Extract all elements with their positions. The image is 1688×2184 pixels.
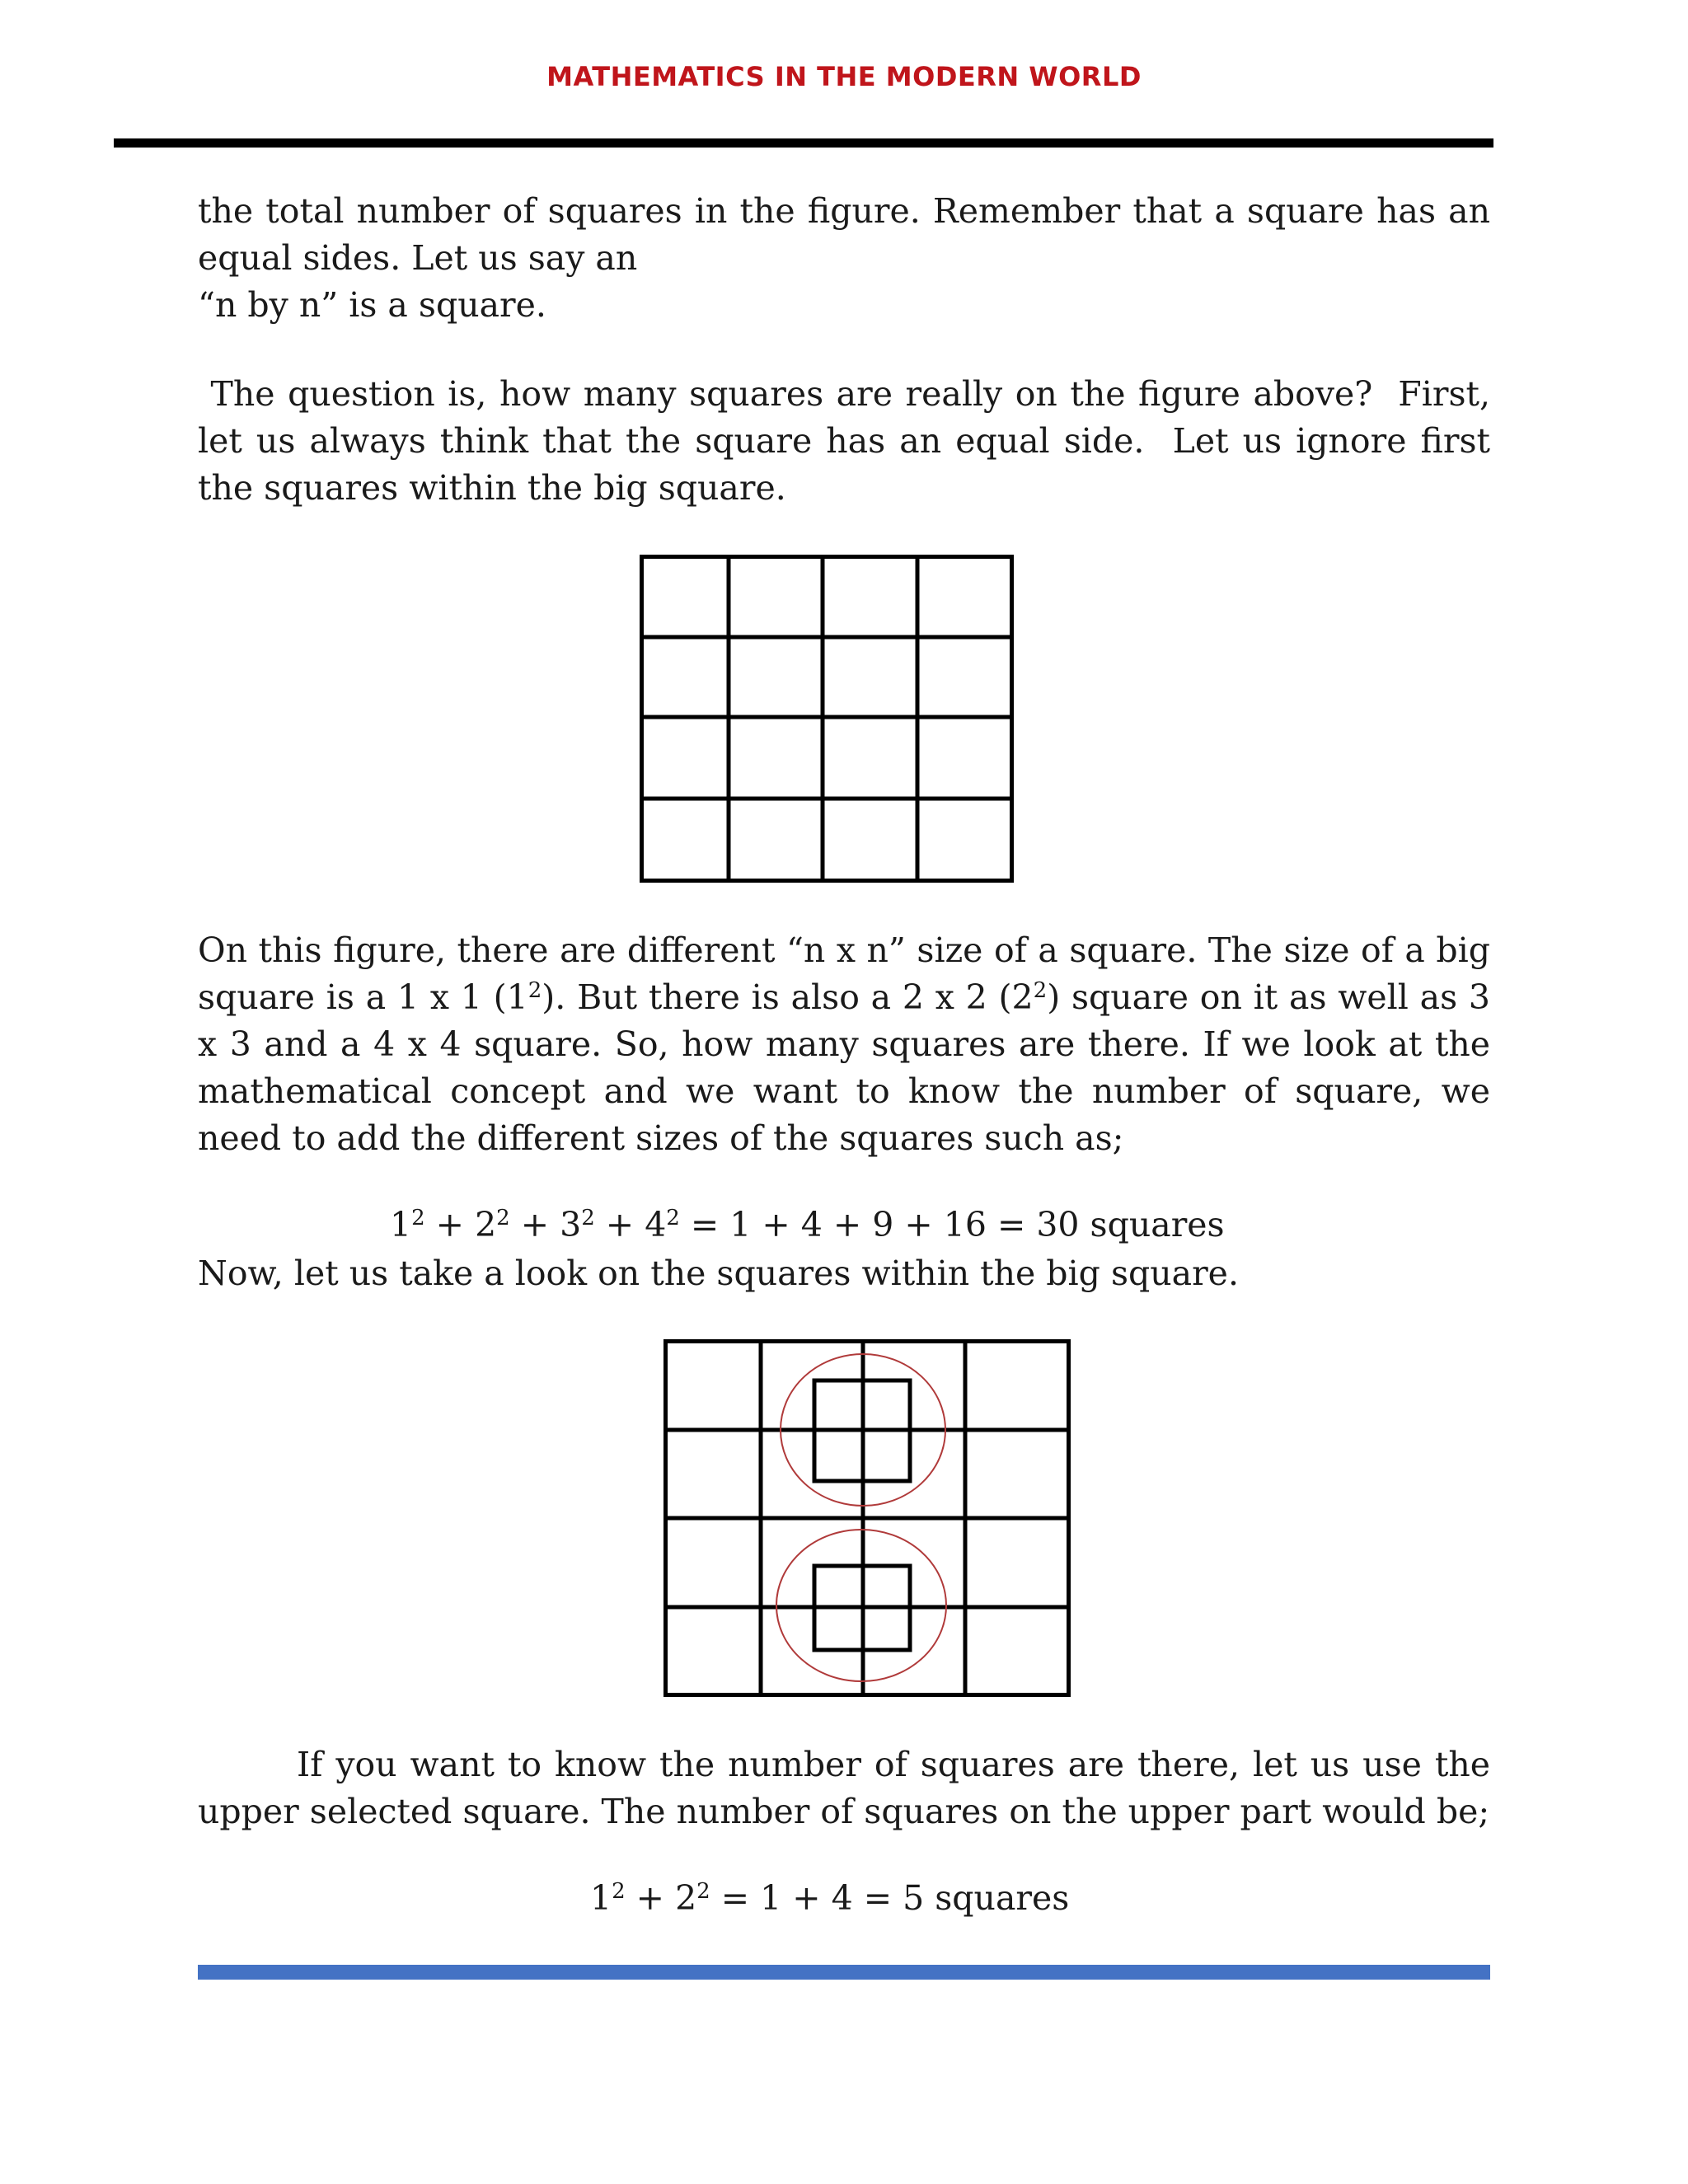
- superscript: 2: [1033, 978, 1048, 1003]
- footer-rule: [198, 1965, 1490, 1980]
- eq2-base: 2: [675, 1878, 697, 1918]
- paragraph-3-part-a: On this figure, there are different “n x n” size of a square. The size of a big square is a 1 x 1 (1: [198, 930, 1490, 1017]
- paragraph-1-line-2: “n by n” is a square.: [198, 285, 546, 325]
- eq1-exponent: 2: [666, 1206, 680, 1230]
- grid-figure-1: [640, 555, 1014, 883]
- eq2-exponent: 2: [612, 1879, 626, 1904]
- paragraph-3-part-b: ). But there is also a 2 x 2 (2: [542, 977, 1034, 1017]
- eq1-base: 3: [560, 1205, 582, 1244]
- eq1-result: = 1 + 4 + 9 + 16 = 30 squares: [679, 1205, 1225, 1244]
- eq1-plus: +: [594, 1205, 645, 1244]
- paragraph-5: If you want to know the number of squares are there, let us use the upper selected square. The number of squares on the upper part would be;: [198, 1745, 1490, 1831]
- paragraph-1: [198, 188, 1490, 329]
- paragraph-3-part-c: ) square on it as well as 3 x 3 and a 4 x 4 square. So, how many squares are there. If we look at the mathematical concept and we want to know the number of square, we need to add the different sizes of the squares such as;: [198, 977, 1491, 1158]
- eq1-base: 1: [390, 1205, 412, 1244]
- eq2-exponent: 2: [696, 1879, 710, 1904]
- eq2-result: = 1 + 4 = 5 squares: [710, 1878, 1070, 1918]
- eq1-exponent: 2: [496, 1206, 510, 1230]
- eq1-plus: +: [509, 1205, 560, 1244]
- paragraph-1-line-1: the total number of squares in the figure. Remember that a square has an equal sides. Let us say an: [198, 191, 1490, 278]
- eq2-plus: +: [625, 1878, 676, 1918]
- eq1-exponent: 2: [581, 1206, 595, 1230]
- header-rule: [114, 138, 1493, 148]
- paragraph-3: [198, 927, 1490, 1162]
- eq1-base: 2: [475, 1205, 497, 1244]
- paragraph-2: The question is, how many squares are really on the figure above? First, let us always think that the square has an equal side. Let us ignore first the squares within the big square.: [198, 374, 1502, 508]
- paragraph-4: Now, let us take a look on the squares within the big square.: [198, 1254, 1239, 1293]
- header-title: MATHEMATICS IN THE MODERN WORLD: [546, 61, 1142, 92]
- equation-sum-of-squares: [390, 1202, 1225, 1249]
- superscript: 2: [528, 978, 542, 1003]
- equation-upper-squares: [590, 1875, 1069, 1922]
- eq1-exponent: 2: [411, 1206, 425, 1230]
- grid-figure-2: [663, 1339, 1071, 1697]
- eq1-base: 4: [645, 1205, 667, 1244]
- eq1-plus: +: [424, 1205, 476, 1244]
- eq2-base: 1: [590, 1878, 612, 1918]
